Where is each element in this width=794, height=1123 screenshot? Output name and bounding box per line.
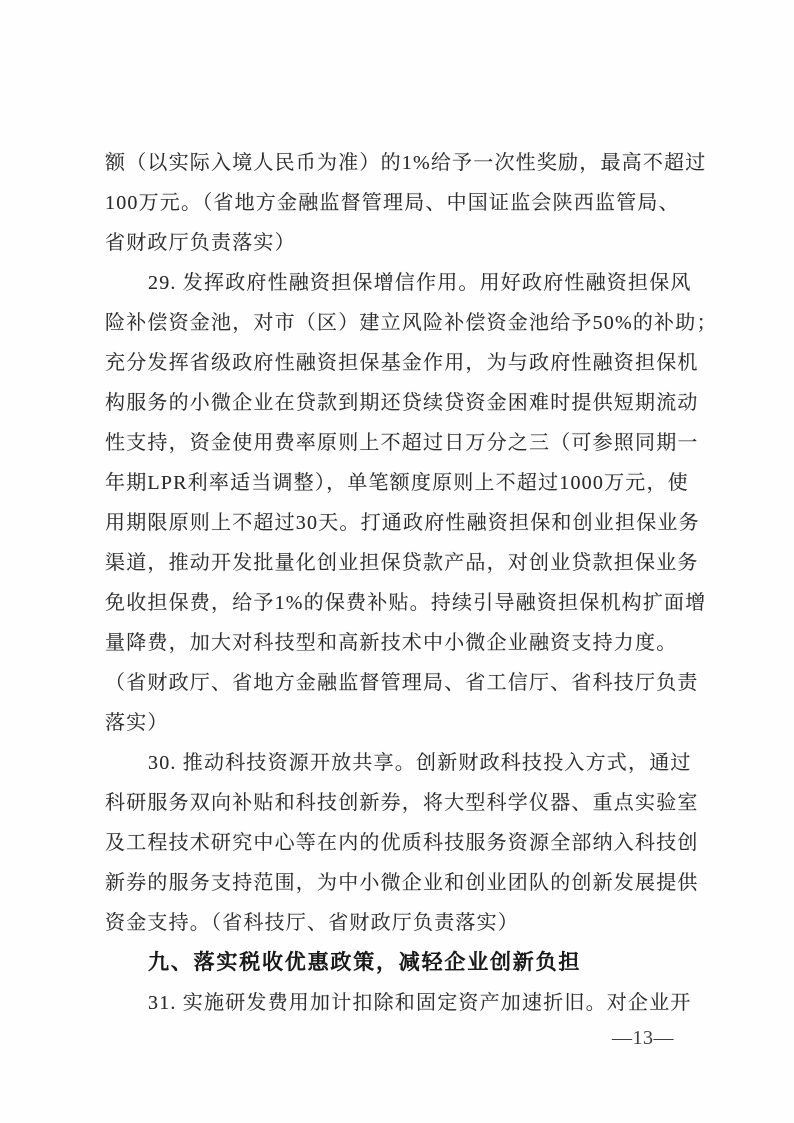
text-line: 险补偿资金池，对市（区）建立风险补偿资金池给予50%的补助；: [105, 312, 718, 334]
text-line: 省财政厅负责落实）: [105, 232, 296, 254]
text-line: （省财政厅、省地方金融监督管理局、省工信厅、省科技厅负责: [105, 672, 699, 694]
section-9-heading: 九、落实税收优惠政策，减轻企业创新负担: [148, 951, 582, 974]
text-line: 100万元。（省地方金融监督管理局、中国证监会陕西监管局、: [105, 192, 680, 214]
text-line: 年期LPR利率适当调整），单笔额度原则上不超过1000万元，使: [105, 472, 689, 494]
text-line: 渠道，推动开发批量化创业担保贷款产品，对创业贷款担保业务: [105, 552, 699, 574]
text-line: 落实）: [105, 712, 169, 734]
text-line: 科研服务双向补贴和科技创新券，将大型科学仪器、重点实验室: [105, 792, 699, 814]
text-line: 构服务的小微企业在贷款到期还贷续贷资金困难时提供短期流动: [105, 392, 699, 414]
document-body: [105, 143, 718, 1023]
text-line: 新券的服务支持范围，为中小微企业和创业团队的创新发展提供: [105, 872, 699, 894]
text-line: 充分发挥省级政府性融资担保基金作用，为与政府性融资担保机: [105, 352, 699, 374]
text-line: 额（以实际入境人民币为准）的1%给予一次性奖励，最高不超过: [105, 152, 707, 174]
text-line: 性支持，资金使用费率原则上不超过日万分之三（可参照同期一: [105, 432, 699, 454]
clause-29-start-line: 29. 发挥政府性融资担保增信作用。用好政府性融资担保风: [148, 272, 692, 294]
clause-30-start-line: 30. 推动科技资源开放共享。创新财政科技投入方式，通过: [148, 752, 692, 774]
text-line: 免收担保费，给予1%的保费补贴。持续引导融资担保机构扩面增: [105, 592, 707, 614]
text-line: 量降费，加大对科技型和高新技术中小微企业融资支持力度。: [105, 632, 678, 654]
clause-31-start-line: 31. 实施研发费用加计扣除和固定资产加速折旧。对企业开: [148, 992, 692, 1014]
text-line: 用期限原则上不超过30天。打通政府性融资担保和创业担保业务: [105, 512, 700, 534]
text-line: 及工程技术研究中心等在内的优质科技服务资源全部纳入科技创: [105, 832, 699, 854]
text-line: 资金支持。（省科技厅、省财政厅负责落实）: [105, 912, 519, 934]
page-number: —13—: [612, 1027, 674, 1049]
